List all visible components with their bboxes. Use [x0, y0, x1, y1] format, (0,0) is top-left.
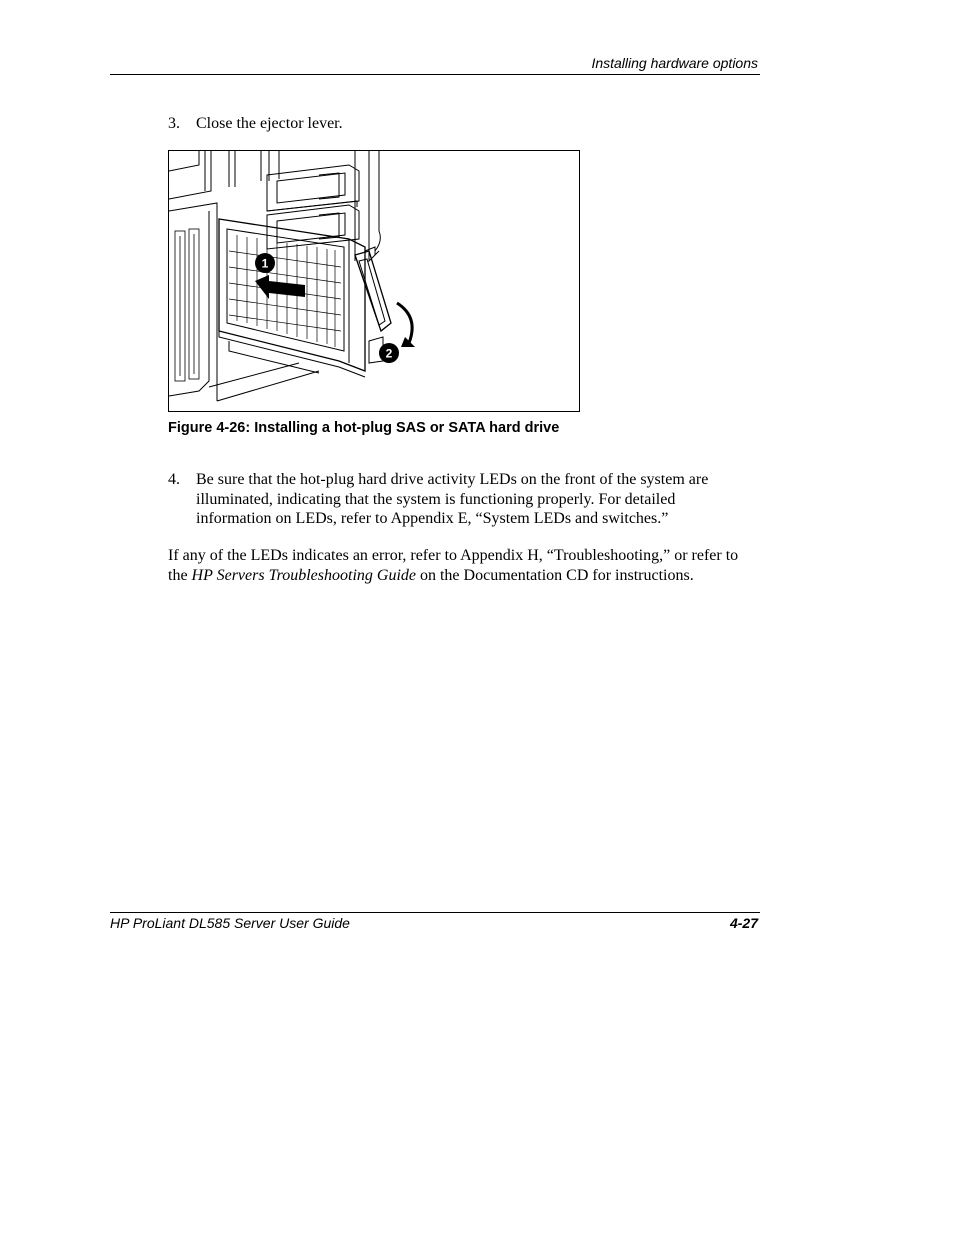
paragraph-text: If any of the LEDs indicates an error, refer to Appendix H, “Troubleshooting,” or refer to the — [168, 547, 739, 584]
step-text: Be sure that the hot-plug hard drive activity LEDs on the front of the system are illuminated, indicating that the system is functioning properly. For detailed information on LEDs, refer to Appendix E, “System LEDs and switches.” — [196, 471, 709, 527]
hard-drive-install-drawing — [169, 151, 579, 411]
rotate-arrow-icon — [397, 303, 412, 343]
step-4 — [168, 470, 754, 530]
footer-guide-title: HP ProLiant DL585 Server User Guide — [110, 915, 350, 931]
step-text: Close the ejector lever. — [196, 115, 343, 132]
footer-rule — [110, 912, 760, 913]
figure-illustration — [168, 150, 580, 412]
troubleshooting-paragraph — [168, 546, 754, 585]
running-header: Installing hardware options — [591, 55, 758, 71]
step-number: 3. — [168, 115, 180, 132]
insert-arrow-icon — [255, 275, 305, 299]
guide-reference: HP Servers Troubleshooting Guide — [191, 566, 416, 584]
callout-2: 2 — [385, 346, 393, 361]
callout-1: 1 — [261, 256, 269, 271]
step-number: 4. — [168, 471, 180, 488]
footer-page-number: 4-27 — [729, 915, 758, 931]
header-rule — [110, 74, 760, 75]
paragraph-text-end: on the Documentation CD for instructions. — [415, 566, 694, 584]
figure-caption: Figure 4-26: Installing a hot-plug SAS or SATA hard drive — [168, 420, 560, 436]
step-3 — [168, 114, 748, 134]
